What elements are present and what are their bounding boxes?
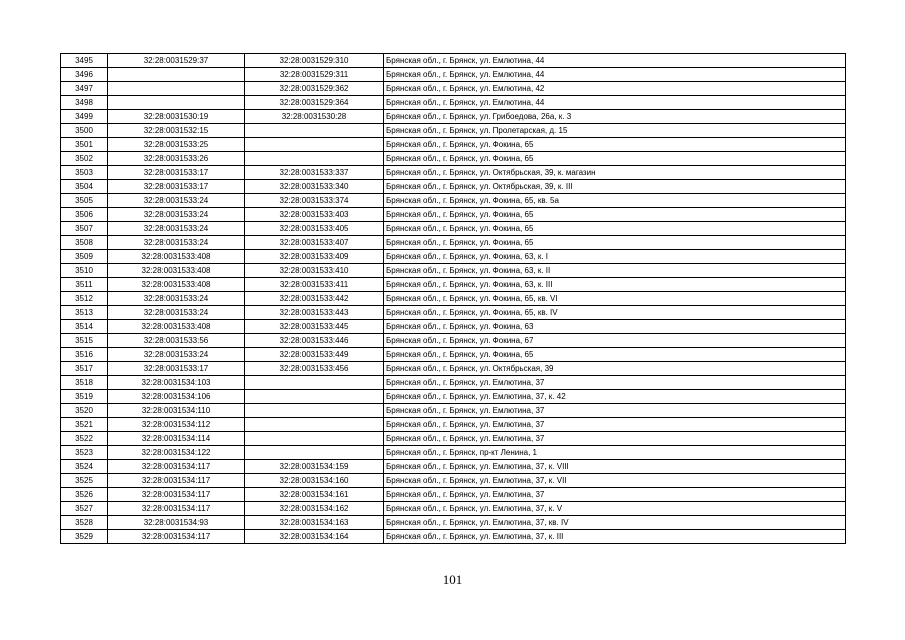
address-cell: Брянская обл., г. Брянск, ул. Фокина, 63, к. II [384,264,846,278]
table-row [61,362,846,376]
cadastral-object-cell [245,432,384,446]
table-row [61,334,846,348]
cadastral-block-cell: 32:28:0031533:408 [108,278,245,292]
table-row [61,96,846,110]
cadastral-block-cell: 32:28:0031534:114 [108,432,245,446]
cadastral-block-cell: 32:28:0031533:56 [108,334,245,348]
cadastral-object-cell: 32:28:0031534:162 [245,502,384,516]
table-row [61,124,846,138]
address-cell: Брянская обл., г. Брянск, ул. Фокина, 65 [384,348,846,362]
cadastral-block-cell: 32:28:0031533:24 [108,348,245,362]
address-cell: Брянская обл., г. Брянск, ул. Емлютина, 37, к. V [384,502,846,516]
cadastral-object-cell: 32:28:0031534:163 [245,516,384,530]
cadastral-block-cell: 32:28:0031534:117 [108,474,245,488]
cadastral-object-cell: 32:28:0031529:311 [245,68,384,82]
table-row [61,376,846,390]
table-row [61,250,846,264]
cadastral-object-cell [245,138,384,152]
cadastral-object-cell [245,404,384,418]
address-cell: Брянская обл., г. Брянск, ул. Емлютина, 37 [384,404,846,418]
address-cell: Брянская обл., г. Брянск, ул. Фокина, 65 [384,236,846,250]
table-row [61,530,846,544]
row-number-cell: 3517 [61,362,108,376]
address-cell: Брянская обл., г. Брянск, ул. Октябрьская, 39 [384,362,846,376]
address-cell: Брянская обл., г. Брянск, ул. Фокина, 65 [384,208,846,222]
cadastral-block-cell: 32:28:0031533:24 [108,208,245,222]
cadastral-block-cell: 32:28:0031534:110 [108,404,245,418]
row-number-cell: 3523 [61,446,108,460]
row-number-cell: 3528 [61,516,108,530]
row-number-cell: 3499 [61,110,108,124]
cadastral-object-cell: 32:28:0031533:410 [245,264,384,278]
row-number-cell: 3514 [61,320,108,334]
row-number-cell: 3495 [61,54,108,68]
table-row [61,54,846,68]
row-number-cell: 3510 [61,264,108,278]
cadastral-block-cell: 32:28:0031533:25 [108,138,245,152]
table-row [61,474,846,488]
cadastral-object-cell: 32:28:0031533:446 [245,334,384,348]
address-cell: Брянская обл., г. Брянск, ул. Грибоедова, 26а, к. 3 [384,110,846,124]
cadastral-block-cell: 32:28:0031534:112 [108,418,245,432]
cadastral-object-cell: 32:28:0031529:310 [245,54,384,68]
cadastral-object-cell [245,390,384,404]
row-number-cell: 3511 [61,278,108,292]
cadastral-block-cell: 32:28:0031534:117 [108,530,245,544]
row-number-cell: 3503 [61,166,108,180]
cadastral-block-cell [108,96,245,110]
address-cell: Брянская обл., г. Брянск, ул. Октябрьская, 39, к. магазин [384,166,846,180]
table-row [61,166,846,180]
row-number-cell: 3498 [61,96,108,110]
cadastral-block-cell: 32:28:0031529:37 [108,54,245,68]
row-number-cell: 3520 [61,404,108,418]
table-row [61,222,846,236]
table-row [61,194,846,208]
address-cell: Брянская обл., г. Брянск, ул. Емлютина, 44 [384,68,846,82]
row-number-cell: 3501 [61,138,108,152]
cadastral-block-cell: 32:28:0031534:122 [108,446,245,460]
row-number-cell: 3509 [61,250,108,264]
row-number-cell: 3506 [61,208,108,222]
row-number-cell: 3529 [61,530,108,544]
row-number-cell: 3515 [61,334,108,348]
cadastral-block-cell: 32:28:0031530:19 [108,110,245,124]
cadastral-object-cell: 32:28:0031533:337 [245,166,384,180]
cadastral-object-cell: 32:28:0031534:164 [245,530,384,544]
cadastral-block-cell: 32:28:0031534:117 [108,488,245,502]
cadastral-block-cell: 32:28:0031534:106 [108,390,245,404]
row-number-cell: 3504 [61,180,108,194]
row-number-cell: 3527 [61,502,108,516]
row-number-cell: 3522 [61,432,108,446]
cadastral-block-cell: 32:28:0031532:15 [108,124,245,138]
cadastral-block-cell: 32:28:0031533:408 [108,250,245,264]
address-cell: Брянская обл., г. Брянск, ул. Фокина, 65, кв. IV [384,306,846,320]
table-row [61,138,846,152]
table-row [61,208,846,222]
cadastral-object-cell: 32:28:0031533:442 [245,292,384,306]
cadastral-object-cell: 32:28:0031534:161 [245,488,384,502]
address-cell: Брянская обл., г. Брянск, ул. Емлютина, 37, к. III [384,530,846,544]
address-cell: Брянская обл., г. Брянск, ул. Фокина, 65 [384,222,846,236]
table-row [61,320,846,334]
address-cell: Брянская обл., г. Брянск, ул. Емлютина, 42 [384,82,846,96]
address-cell: Брянская обл., г. Брянск, ул. Емлютина, 37 [384,432,846,446]
address-cell: Брянская обл., г. Брянск, ул. Фокина, 65 [384,138,846,152]
table-row [61,516,846,530]
address-cell: Брянская обл., г. Брянск, ул. Емлютина, 37, к. 42 [384,390,846,404]
cadastral-object-cell [245,418,384,432]
address-cell: Брянская обл., г. Брянск, ул. Емлютина, 37 [384,488,846,502]
cadastral-block-cell: 32:28:0031533:17 [108,180,245,194]
cadastral-block-cell: 32:28:0031533:24 [108,194,245,208]
cadastral-block-cell: 32:28:0031534:117 [108,502,245,516]
cadastral-object-cell: 32:28:0031533:403 [245,208,384,222]
row-number-cell: 3508 [61,236,108,250]
table-row [61,292,846,306]
row-number-cell: 3496 [61,68,108,82]
cadastral-object-cell: 32:28:0031533:445 [245,320,384,334]
property-registry-table [60,53,846,544]
table-row [61,82,846,96]
cadastral-object-cell [245,376,384,390]
cadastral-block-cell [108,82,245,96]
table-row [61,390,846,404]
table-row [61,348,846,362]
cadastral-object-cell: 32:28:0031533:449 [245,348,384,362]
cadastral-block-cell: 32:28:0031533:24 [108,292,245,306]
row-number-cell: 3500 [61,124,108,138]
table-row [61,68,846,82]
address-cell: Брянская обл., г. Брянск, ул. Емлютина, 44 [384,54,846,68]
address-cell: Брянская обл., г. Брянск, ул. Фокина, 65, кв. VI [384,292,846,306]
address-cell: Брянская обл., г. Брянск, ул. Фокина, 65, кв. 5а [384,194,846,208]
address-cell: Брянская обл., г. Брянск, ул. Фокина, 65 [384,152,846,166]
cadastral-object-cell [245,152,384,166]
row-number-cell: 3518 [61,376,108,390]
row-number-cell: 3526 [61,488,108,502]
cadastral-block-cell: 32:28:0031533:26 [108,152,245,166]
address-cell: Брянская обл., г. Брянск, ул. Емлютина, 37, к. VII [384,474,846,488]
address-cell: Брянская обл., г. Брянск, ул. Октябрьская, 39, к. III [384,180,846,194]
table-row [61,488,846,502]
table-row [61,236,846,250]
registry-table-body [61,54,846,544]
cadastral-object-cell: 32:28:0031534:160 [245,474,384,488]
cadastral-block-cell: 32:28:0031534:93 [108,516,245,530]
table-row [61,278,846,292]
cadastral-object-cell: 32:28:0031533:405 [245,222,384,236]
address-cell: Брянская обл., г. Брянск, ул. Емлютина, 37, кв. IV [384,516,846,530]
table-row [61,418,846,432]
table-row [61,152,846,166]
cadastral-object-cell: 32:28:0031529:364 [245,96,384,110]
cadastral-block-cell: 32:28:0031533:408 [108,320,245,334]
address-cell: Брянская обл., г. Брянск, ул. Пролетарская, д. 15 [384,124,846,138]
table-row [61,404,846,418]
cadastral-block-cell [108,68,245,82]
address-cell: Брянская обл., г. Брянск, ул. Фокина, 63, к. I [384,250,846,264]
cadastral-object-cell [245,446,384,460]
cadastral-block-cell: 32:28:0031533:408 [108,264,245,278]
page-number: 101 [442,572,463,587]
table-row [61,502,846,516]
cadastral-block-cell: 32:28:0031533:24 [108,222,245,236]
cadastral-object-cell: 32:28:0031533:411 [245,278,384,292]
row-number-cell: 3513 [61,306,108,320]
cadastral-object-cell [245,124,384,138]
cadastral-block-cell: 32:28:0031533:24 [108,306,245,320]
row-number-cell: 3512 [61,292,108,306]
row-number-cell: 3524 [61,460,108,474]
table-row [61,180,846,194]
cadastral-object-cell: 32:28:0031533:409 [245,250,384,264]
row-number-cell: 3525 [61,474,108,488]
cadastral-object-cell: 32:28:0031529:362 [245,82,384,96]
row-number-cell: 3505 [61,194,108,208]
row-number-cell: 3516 [61,348,108,362]
cadastral-object-cell: 32:28:0031533:456 [245,362,384,376]
address-cell: Брянская обл., г. Брянск, ул. Емлютина, 37 [384,418,846,432]
cadastral-block-cell: 32:28:0031533:17 [108,362,245,376]
address-cell: Брянская обл., г. Брянск, ул. Емлютина, 37 [384,376,846,390]
cadastral-block-cell: 32:28:0031533:24 [108,236,245,250]
address-cell: Брянская обл., г. Брянск, ул. Емлютина, 44 [384,96,846,110]
address-cell: Брянская обл., г. Брянск, ул. Фокина, 63, к. III [384,278,846,292]
cadastral-object-cell: 32:28:0031533:374 [245,194,384,208]
cadastral-block-cell: 32:28:0031533:17 [108,166,245,180]
row-number-cell: 3519 [61,390,108,404]
table-row [61,460,846,474]
cadastral-object-cell: 32:28:0031533:340 [245,180,384,194]
row-number-cell: 3497 [61,82,108,96]
cadastral-object-cell: 32:28:0031533:407 [245,236,384,250]
cadastral-object-cell: 32:28:0031530:28 [245,110,384,124]
table-row [61,446,846,460]
address-cell: Брянская обл., г. Брянск, пр-кт Ленина, 1 [384,446,846,460]
table-row [61,306,846,320]
cadastral-object-cell: 32:28:0031534:159 [245,460,384,474]
address-cell: Брянская обл., г. Брянск, ул. Фокина, 67 [384,334,846,348]
cadastral-block-cell: 32:28:0031534:117 [108,460,245,474]
table-row [61,432,846,446]
table-row [61,110,846,124]
cadastral-block-cell: 32:28:0031534:103 [108,376,245,390]
table-row [61,264,846,278]
address-cell: Брянская обл., г. Брянск, ул. Фокина, 63 [384,320,846,334]
cadastral-object-cell: 32:28:0031533:443 [245,306,384,320]
address-cell: Брянская обл., г. Брянск, ул. Емлютина, 37, к. VIII [384,460,846,474]
row-number-cell: 3502 [61,152,108,166]
row-number-cell: 3507 [61,222,108,236]
row-number-cell: 3521 [61,418,108,432]
